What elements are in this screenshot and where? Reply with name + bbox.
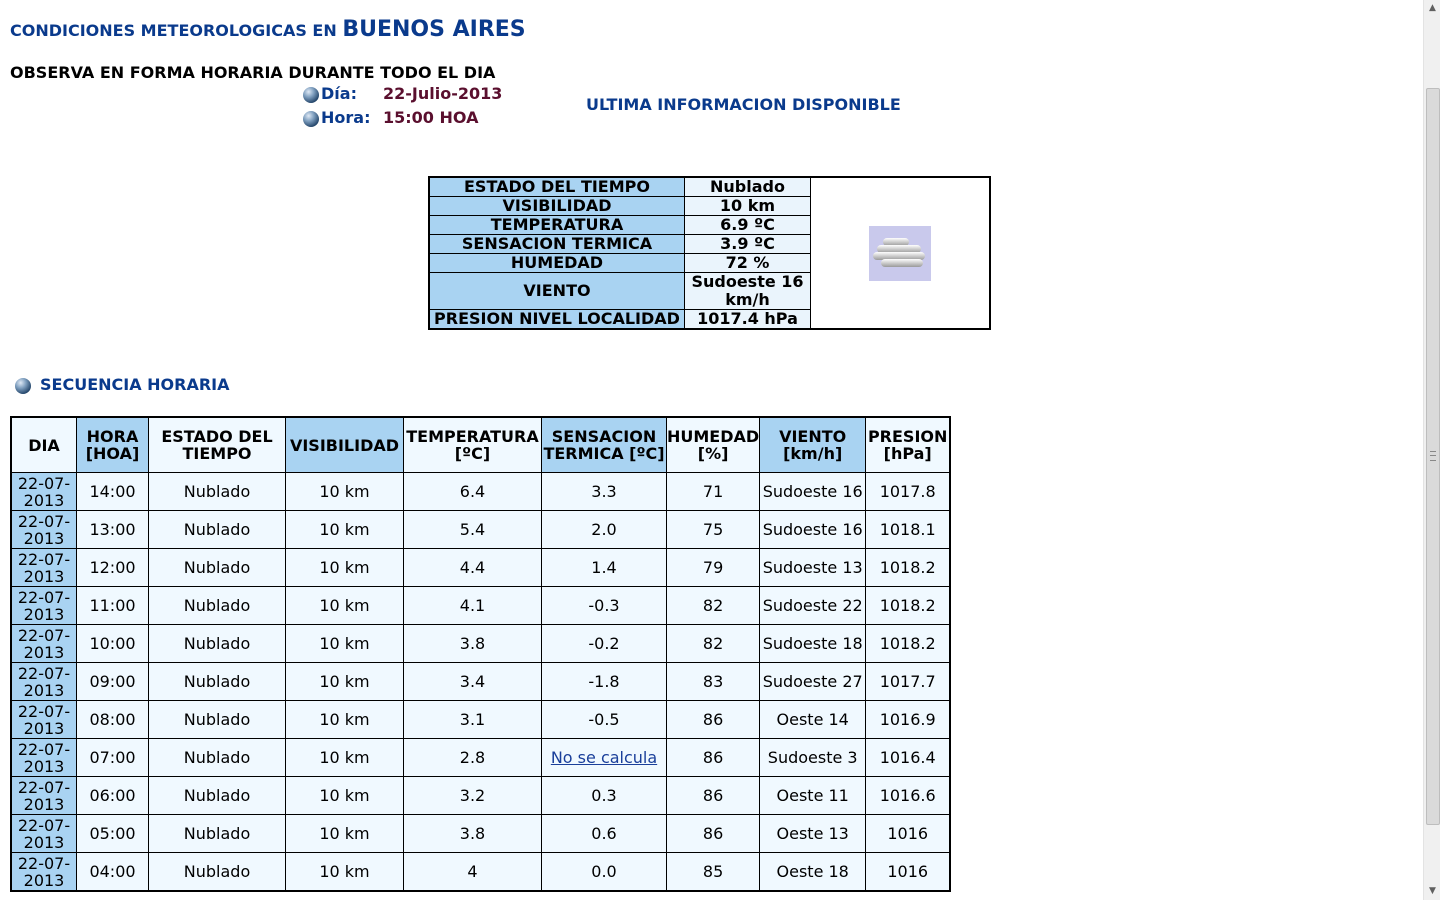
cell-hora: 05:00: [77, 815, 149, 853]
table-row: [11, 473, 950, 511]
cell-viento: Sudoeste 13: [760, 549, 866, 587]
cell-estado: Nublado: [149, 739, 286, 777]
cell-dia: 22-07-2013: [11, 511, 77, 549]
cell-temperatura: 4.1: [404, 587, 542, 625]
cell-dia: 22-07-2013: [11, 739, 77, 777]
cell-humedad: 83: [667, 663, 760, 701]
cell-sensacion: -0.2: [542, 625, 667, 663]
cell-estado: Nublado: [149, 549, 286, 587]
scroll-up-arrow-icon[interactable]: ▲: [1429, 3, 1436, 13]
cell-estado: Nublado: [149, 625, 286, 663]
header-humedad: HUMEDAD [%]: [667, 417, 760, 473]
cell-viento: Sudoeste 18: [760, 625, 866, 663]
bullet-icon: [303, 111, 319, 127]
cell-visibilidad: 10 km: [286, 625, 404, 663]
cell-dia: 22-07-2013: [11, 473, 77, 511]
cell-dia: 22-07-2013: [11, 701, 77, 739]
condition-value: 1017.4 hPa: [685, 310, 811, 330]
no-calc-link[interactable]: No se calcula: [550, 748, 658, 767]
cell-temperatura: 6.4: [404, 473, 542, 511]
cell-sensacion: 0.6: [542, 815, 667, 853]
cell-hora: 09:00: [77, 663, 149, 701]
cell-viento: Oeste 18: [760, 853, 866, 892]
table-row: [11, 587, 950, 625]
cell-visibilidad: 10 km: [286, 587, 404, 625]
sequence-title: SECUENCIA HORARIA: [40, 375, 230, 394]
cell-humedad: 86: [667, 739, 760, 777]
cell-hora: 07:00: [77, 739, 149, 777]
cell-viento: Sudoeste 27: [760, 663, 866, 701]
cell-humedad: 71: [667, 473, 760, 511]
cell-estado: Nublado: [149, 587, 286, 625]
cell-viento: Oeste 11: [760, 777, 866, 815]
bullet-icon: [303, 87, 319, 103]
condition-label: VIENTO: [429, 273, 685, 310]
condition-value: 3.9 ºC: [685, 235, 811, 254]
table-header-row: [11, 417, 950, 473]
cell-sensacion: -0.5: [542, 701, 667, 739]
cell-presion: 1016.4: [866, 739, 951, 777]
header-estado: ESTADO DEL TIEMPO: [149, 417, 286, 473]
city-name: BUENOS AIRES: [342, 17, 526, 42]
cell-humedad: 82: [667, 625, 760, 663]
page-title: [10, 17, 526, 42]
cell-temperatura: 3.4: [404, 663, 542, 701]
header-viento: VIENTO [km/h]: [760, 417, 866, 473]
header-visibilidad: VISIBILIDAD: [286, 417, 404, 473]
table-row: [11, 815, 950, 853]
cell-viento: Sudoeste 22: [760, 587, 866, 625]
day-row: [303, 84, 502, 103]
cell-visibilidad: 10 km: [286, 663, 404, 701]
cell-humedad: 86: [667, 815, 760, 853]
cell-hora: 11:00: [77, 587, 149, 625]
cell-presion: 1018.1: [866, 511, 951, 549]
header-temperatura: TEMPERATURA [ºC]: [404, 417, 542, 473]
cell-hora: 12:00: [77, 549, 149, 587]
cell-temperatura: 4.4: [404, 549, 542, 587]
cell-temperatura: 3.2: [404, 777, 542, 815]
cell-visibilidad: 10 km: [286, 853, 404, 892]
cell-viento: Oeste 14: [760, 701, 866, 739]
cell-estado: Nublado: [149, 473, 286, 511]
hourly-table-body: [11, 473, 950, 892]
cell-sensacion: 1.4: [542, 549, 667, 587]
weather-image-cell: [811, 177, 991, 329]
condition-label: VISIBILIDAD: [429, 197, 685, 216]
cell-temperatura: 3.8: [404, 625, 542, 663]
scroll-down-arrow-icon[interactable]: ▼: [1429, 886, 1436, 896]
cell-temperatura: 2.8: [404, 739, 542, 777]
cell-sensacion: 2.0: [542, 511, 667, 549]
cell-visibilidad: 10 km: [286, 739, 404, 777]
cell-viento: Sudoeste 16: [760, 511, 866, 549]
scroll-thumb[interactable]: [1426, 88, 1440, 825]
cell-hora: 06:00: [77, 777, 149, 815]
cell-humedad: 79: [667, 549, 760, 587]
table-row: [11, 853, 950, 892]
cell-sensacion: [542, 739, 667, 777]
cell-presion: 1016.6: [866, 777, 951, 815]
cell-sensacion: 3.3: [542, 473, 667, 511]
condition-label: PRESION NIVEL LOCALIDAD: [429, 310, 685, 330]
page-subtitle: OBSERVA EN FORMA HORARIA DURANTE TODO EL DIA: [10, 63, 496, 82]
day-value: 22-Julio-2013: [383, 84, 503, 103]
table-row: [11, 549, 950, 587]
cell-estado: Nublado: [149, 853, 286, 892]
day-label: Día:: [321, 84, 357, 103]
cell-dia: 22-07-2013: [11, 625, 77, 663]
table-row: [11, 625, 950, 663]
cell-visibilidad: 10 km: [286, 701, 404, 739]
condition-value: 72 %: [685, 254, 811, 273]
header-presion: PRESION [hPa]: [866, 417, 951, 473]
cell-presion: 1018.2: [866, 587, 951, 625]
cell-humedad: 86: [667, 701, 760, 739]
header-hora: HORA [HOA]: [77, 417, 149, 473]
cell-humedad: 86: [667, 777, 760, 815]
cell-dia: 22-07-2013: [11, 549, 77, 587]
cell-presion: 1016: [866, 853, 951, 892]
cell-viento: Sudoeste 3: [760, 739, 866, 777]
cloudy-icon: [869, 226, 931, 281]
latest-info-heading: ULTIMA INFORMACION DISPONIBLE: [586, 95, 901, 114]
cell-dia: 22-07-2013: [11, 587, 77, 625]
hourly-table: [10, 416, 951, 892]
cell-dia: 22-07-2013: [11, 815, 77, 853]
cell-presion: 1016.9: [866, 701, 951, 739]
cell-temperatura: 3.1: [404, 701, 542, 739]
condition-label: SENSACION TERMICA: [429, 235, 685, 254]
current-conditions-table: [428, 176, 991, 330]
cell-sensacion: -0.3: [542, 587, 667, 625]
cell-temperatura: 3.8: [404, 815, 542, 853]
cell-estado: Nublado: [149, 663, 286, 701]
cell-presion: 1018.2: [866, 549, 951, 587]
cell-visibilidad: 10 km: [286, 549, 404, 587]
condition-label: HUMEDAD: [429, 254, 685, 273]
cell-sensacion: -1.8: [542, 663, 667, 701]
cell-presion: 1017.7: [866, 663, 951, 701]
condition-value: 10 km: [685, 197, 811, 216]
header-sensacion: SENSACION TERMICA [ºC]: [542, 417, 667, 473]
hour-row: [303, 108, 478, 127]
cell-dia: 22-07-2013: [11, 777, 77, 815]
cell-estado: Nublado: [149, 701, 286, 739]
cell-visibilidad: 10 km: [286, 815, 404, 853]
title-prefix: CONDICIONES METEOROLOGICAS EN: [10, 21, 337, 40]
table-row: [11, 511, 950, 549]
cell-hora: 13:00: [77, 511, 149, 549]
condition-label: ESTADO DEL TIEMPO: [429, 177, 685, 197]
cell-visibilidad: 10 km: [286, 473, 404, 511]
cell-viento: Sudoeste 16: [760, 473, 866, 511]
table-row: [11, 777, 950, 815]
table-row: [11, 663, 950, 701]
cell-hora: 04:00: [77, 853, 149, 892]
cell-visibilidad: 10 km: [286, 777, 404, 815]
cell-dia: 22-07-2013: [11, 663, 77, 701]
grip-icon: [1430, 451, 1436, 461]
cell-dia: 22-07-2013: [11, 853, 77, 892]
cell-hora: 14:00: [77, 473, 149, 511]
condition-label: TEMPERATURA: [429, 216, 685, 235]
vertical-scrollbar[interactable]: [1423, 0, 1440, 900]
cell-presion: 1018.2: [866, 625, 951, 663]
cell-temperatura: 5.4: [404, 511, 542, 549]
header-dia: DIA: [11, 417, 77, 473]
cell-estado: Nublado: [149, 777, 286, 815]
condition-value: Sudoeste 16 km/h: [685, 273, 811, 310]
table-row: [11, 739, 950, 777]
cell-estado: Nublado: [149, 511, 286, 549]
cell-estado: Nublado: [149, 815, 286, 853]
table-row: [429, 177, 990, 197]
cell-humedad: 85: [667, 853, 760, 892]
cell-sensacion: 0.0: [542, 853, 667, 892]
hour-label: Hora:: [321, 108, 371, 127]
condition-value: Nublado: [685, 177, 811, 197]
cell-viento: Oeste 13: [760, 815, 866, 853]
table-row: [11, 701, 950, 739]
cell-sensacion: 0.3: [542, 777, 667, 815]
condition-value: 6.9 ºC: [685, 216, 811, 235]
cell-presion: 1017.8: [866, 473, 951, 511]
cell-visibilidad: 10 km: [286, 511, 404, 549]
cell-humedad: 82: [667, 587, 760, 625]
bullet-icon: [15, 378, 31, 394]
cell-hora: 08:00: [77, 701, 149, 739]
hour-value: 15:00 HOA: [383, 108, 479, 127]
cell-hora: 10:00: [77, 625, 149, 663]
cell-presion: 1016: [866, 815, 951, 853]
cell-temperatura: 4: [404, 853, 542, 892]
cell-humedad: 75: [667, 511, 760, 549]
sequence-heading: [15, 375, 230, 394]
